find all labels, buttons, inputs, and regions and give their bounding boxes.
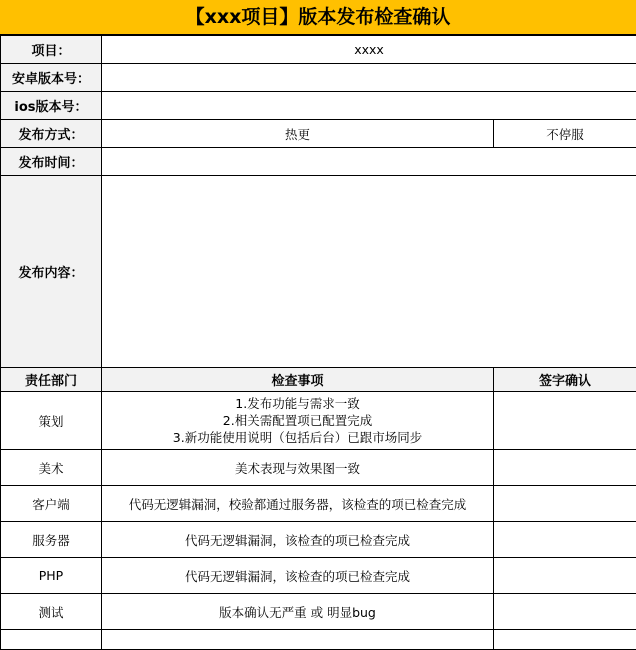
android-version-label: 安卓版本号： [1,64,102,92]
empty-cell [102,630,494,650]
signature-cell[interactable] [494,450,636,486]
release-method-label: 发布方式： [1,120,102,148]
signature-cell[interactable] [494,594,636,630]
table-row [1,558,636,594]
empty-cell[interactable] [494,630,636,650]
dept-cell: 服务器 [1,522,102,558]
release-method-extra[interactable]: 不停服 [494,120,636,148]
check-item: 3.新功能使用说明（包括后台）已跟市场同步 [102,429,493,446]
release-form-table [0,35,636,650]
table-row [1,392,636,450]
sheet-title: 【xxx项目】版本发布检查确认 [0,0,636,35]
header-signature: 签字确认 [494,368,636,392]
release-time-value[interactable] [102,148,636,176]
header-dept: 责任部门 [1,368,102,392]
signature-cell[interactable] [494,558,636,594]
ios-version-label: ios版本号： [1,92,102,120]
project-label: 项目： [1,36,102,64]
empty-cell [1,630,102,650]
check-items-cell: 代码无逻辑漏洞，校验都通过服务器，该检查的项已检查完成 [102,486,494,522]
dept-cell: PHP [1,558,102,594]
table-row [1,522,636,558]
signature-cell[interactable] [494,522,636,558]
android-version-value[interactable] [102,64,636,92]
signature-cell[interactable] [494,392,636,450]
check-items-cell: 代码无逻辑漏洞，该检查的项已检查完成 [102,522,494,558]
check-items-cell: 版本确认无严重 或 明显bug [102,594,494,630]
release-time-label: 发布时间： [1,148,102,176]
dept-cell: 测试 [1,594,102,630]
release-content-label: 发布内容： [1,176,102,368]
check-item: 2.相关需配置项已配置完成 [102,412,493,429]
project-value[interactable]: xxxx [102,36,636,64]
table-row [1,594,636,630]
check-items-cell [102,392,494,450]
check-item: 1.发布功能与需求一致 [102,395,493,412]
check-items-cell: 美术表现与效果图一致 [102,450,494,486]
table-row [1,630,636,650]
signature-cell[interactable] [494,486,636,522]
dept-cell: 策划 [1,392,102,450]
table-row [1,450,636,486]
release-method-value[interactable]: 热更 [102,120,494,148]
release-content-value[interactable] [102,176,636,368]
table-row [1,486,636,522]
dept-cell: 客户端 [1,486,102,522]
ios-version-value[interactable] [102,92,636,120]
header-check-items: 检查事项 [102,368,494,392]
check-items-cell: 代码无逻辑漏洞，该检查的项已检查完成 [102,558,494,594]
dept-cell: 美术 [1,450,102,486]
